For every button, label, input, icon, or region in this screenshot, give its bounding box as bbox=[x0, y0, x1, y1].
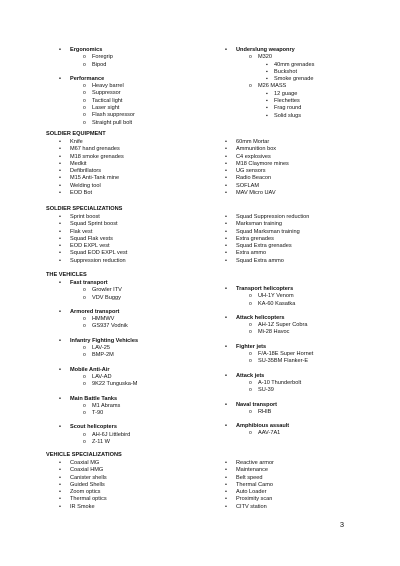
list-item: o Flash suppressor bbox=[92, 112, 135, 119]
list-item: • M15 Anti-Tank mine bbox=[70, 175, 124, 182]
underslung-right-column bbox=[236, 47, 314, 120]
list-item: • Canister shells bbox=[70, 475, 107, 482]
list-item: • Maintenance bbox=[236, 467, 274, 474]
list-item: • CITV station bbox=[236, 504, 274, 511]
list-item: o UH-1Y Venom bbox=[258, 293, 313, 300]
list-item: • Extra grenades bbox=[236, 236, 309, 243]
list-item: o Straight pull bolt bbox=[92, 120, 135, 127]
list-item: • Coaxial HMG bbox=[70, 467, 107, 474]
page-number: 3 bbox=[339, 520, 344, 529]
vehicle-category: • Attack helicopters bbox=[236, 315, 313, 322]
soldier-specializations-right bbox=[236, 214, 309, 265]
list-item: • Guided Shells bbox=[70, 482, 107, 489]
list-item: • Squad Extra grenades bbox=[236, 243, 309, 250]
vehicles-heading: THE VEHICLES bbox=[46, 272, 87, 278]
list-item: o Laser sight bbox=[92, 105, 135, 112]
vehicle-category: • Mobile Anti-Air bbox=[70, 367, 138, 374]
list-item: o M1 Abrams bbox=[92, 403, 138, 410]
list-item: • Thermal optics bbox=[70, 496, 107, 503]
list-item: • Defibrillators bbox=[70, 168, 124, 175]
vehicle-category: • Armored transport bbox=[70, 309, 138, 316]
list-item: o Suppressor bbox=[92, 90, 135, 97]
ergonomics-heading: • Ergonomics bbox=[70, 47, 135, 54]
list-item: o AH-6J Littlebird bbox=[92, 432, 138, 439]
list-item: • M67 hand grenades bbox=[70, 146, 124, 153]
list-item: • Squad Suppression reduction bbox=[236, 214, 309, 221]
m26-mass-item: o M26 MASS bbox=[258, 83, 314, 90]
vehicle-category: • Infantry Fighting Vehicles bbox=[70, 338, 138, 345]
list-item: ▪ Solid slugs bbox=[274, 113, 314, 120]
vehicles-left bbox=[70, 280, 138, 446]
list-item: • MAV Micro UAV bbox=[236, 190, 289, 197]
list-item: • Squad Flak vests bbox=[70, 236, 127, 243]
vehicle-category: • Fast transport bbox=[70, 280, 138, 287]
list-item: o Growler ITV bbox=[92, 287, 138, 294]
list-item: o F/A-18E Super Hornet bbox=[258, 351, 313, 358]
list-item: • SOFLAM bbox=[236, 183, 289, 190]
performance-heading: • Performance bbox=[70, 76, 135, 83]
list-item: • Proximity scan bbox=[236, 496, 274, 503]
list-item: • Coaxial MG bbox=[70, 460, 107, 467]
list-item: • Knife bbox=[70, 139, 124, 146]
list-item: o RHIB bbox=[258, 409, 313, 416]
soldier-equipment-right bbox=[236, 139, 289, 197]
list-item: • Squad Sprint boost bbox=[70, 221, 127, 228]
list-item: o Mi-28 Havoc bbox=[258, 329, 313, 336]
list-item: • EOD Bot bbox=[70, 190, 124, 197]
list-item: o GS937 Vodnik bbox=[92, 323, 138, 330]
list-item: ▪ Smoke grenade bbox=[274, 76, 314, 83]
list-item: • UG sensors bbox=[236, 168, 289, 175]
vehicle-category: • Amphibious assault bbox=[236, 423, 313, 430]
list-item: o Bipod bbox=[92, 62, 135, 69]
list-item: • Zoom optics bbox=[70, 489, 107, 496]
attachments-left-column bbox=[70, 47, 135, 127]
list-item: o Z-11 W bbox=[92, 439, 138, 446]
list-item: ▪ Flechettes bbox=[274, 98, 314, 105]
list-item: o AAV-7A1 bbox=[258, 430, 313, 437]
list-item: o T-90 bbox=[92, 410, 138, 417]
vehicle-category: • Transport helicopters bbox=[236, 286, 313, 293]
list-item: o BMP-2M bbox=[92, 352, 138, 359]
list-item: o SU-39 bbox=[258, 387, 313, 394]
vehicle-specializations-heading: VEHICLE SPECIALIZATIONS bbox=[46, 452, 122, 458]
list-item: o LAV-25 bbox=[92, 345, 138, 352]
list-item: o HMMWV bbox=[92, 316, 138, 323]
vehicle-category: • Fighter jets bbox=[236, 344, 313, 351]
vehicle-category: • Attack jets bbox=[236, 373, 313, 380]
list-item: o 9K22 Tunguska-M bbox=[92, 381, 138, 388]
vehicle-specializations-right bbox=[236, 460, 274, 511]
list-item: ▪ Buckshot bbox=[274, 69, 314, 76]
soldier-specializations-heading: SOLDIER SPECIALIZATIONS bbox=[46, 206, 123, 212]
list-item: ▪ Frag round bbox=[274, 105, 314, 112]
soldier-equipment-left bbox=[70, 139, 124, 197]
list-item: • Belt speed bbox=[236, 475, 274, 482]
m320-item: o M320 bbox=[258, 54, 314, 61]
list-item: • Radio Beacon bbox=[236, 175, 289, 182]
vehicle-category: • Naval transport bbox=[236, 402, 313, 409]
list-item: • M18 smoke grenades bbox=[70, 154, 124, 161]
vehicle-specializations-left bbox=[70, 460, 107, 511]
list-item: • 60mm Mortar bbox=[236, 139, 289, 146]
list-item: o Heavy barrel bbox=[92, 83, 135, 90]
list-item: • Sprint boost bbox=[70, 214, 127, 221]
list-item: • EOD EXPL vest bbox=[70, 243, 127, 250]
list-item: • Suppression reduction bbox=[70, 258, 127, 265]
list-item: • Squad Extra ammo bbox=[236, 258, 309, 265]
vehicle-category: • Scout helicopters bbox=[70, 424, 138, 431]
list-item: • Reactive armor bbox=[236, 460, 274, 467]
soldier-equipment-heading: SOLDIER EQUIPMENT bbox=[46, 131, 106, 137]
list-item: • Marksman training bbox=[236, 221, 309, 228]
soldier-specializations-left bbox=[70, 214, 127, 265]
list-item: o AH-1Z Super Cobra bbox=[258, 322, 313, 329]
list-item: • Ammunition box bbox=[236, 146, 289, 153]
list-item: ▪ 40mm grenades bbox=[274, 62, 314, 69]
list-item: • Extra ammo bbox=[236, 250, 309, 257]
list-item: • Welding tool bbox=[70, 183, 124, 190]
list-item: o A-10 Thunderbolt bbox=[258, 380, 313, 387]
underslung-heading: • Underslung weaponry bbox=[236, 47, 314, 54]
list-item: • C4 explosives bbox=[236, 154, 289, 161]
list-item: o VDV Buggy bbox=[92, 295, 138, 302]
vehicle-category: • Main Battle Tanks bbox=[70, 396, 138, 403]
list-item: • M18 Claymore mines bbox=[236, 161, 289, 168]
list-item: o LAV-AD bbox=[92, 374, 138, 381]
list-item: o KA-60 Kasatka bbox=[258, 301, 313, 308]
list-item: o Tactical light bbox=[92, 98, 135, 105]
list-item: o SU-35BM Flanker-E bbox=[258, 358, 313, 365]
list-item: • Flak vest bbox=[70, 229, 127, 236]
list-item: • Medkit bbox=[70, 161, 124, 168]
list-item: • Auto Loader bbox=[236, 489, 274, 496]
list-item: ▪ 12 guage bbox=[274, 91, 314, 98]
vehicles-right bbox=[236, 286, 313, 438]
list-item: o Foregrip bbox=[92, 54, 135, 61]
list-item: • IR Smoke bbox=[70, 504, 107, 511]
list-item: • Thermal Camo bbox=[236, 482, 274, 489]
list-item: • Squad EOD EXPL vest bbox=[70, 250, 127, 257]
list-item: • Squad Marksman training bbox=[236, 229, 309, 236]
